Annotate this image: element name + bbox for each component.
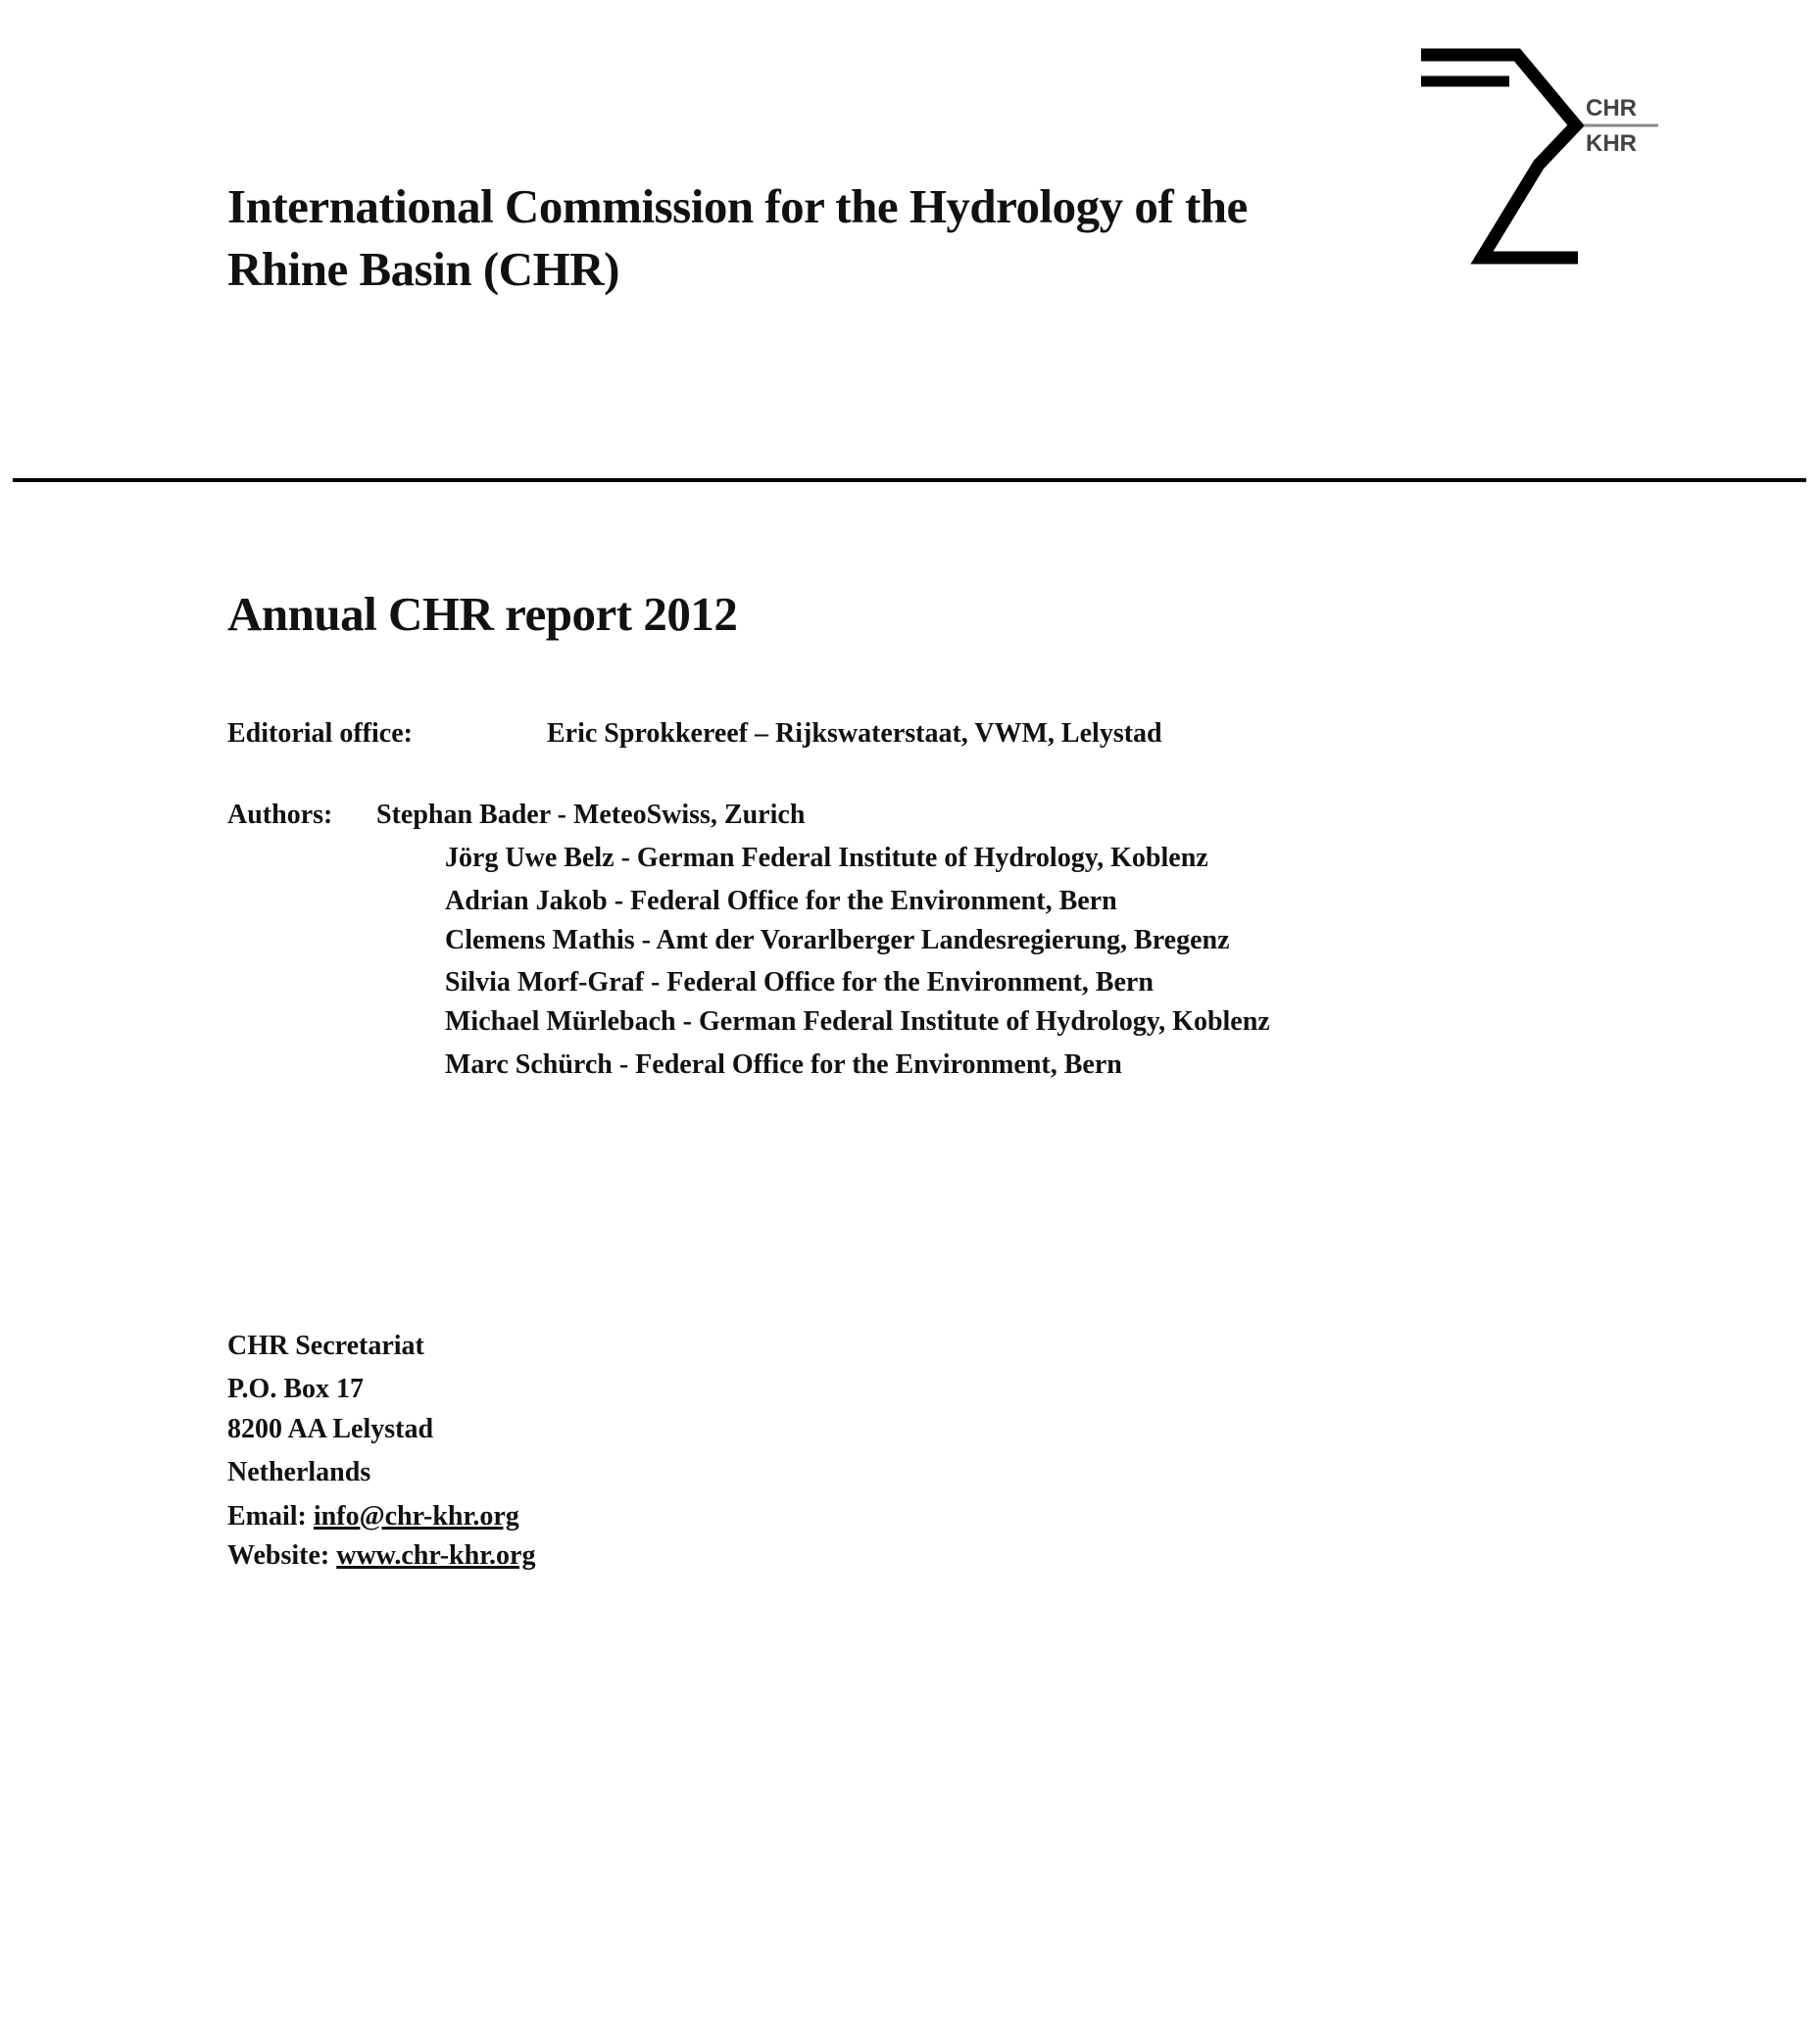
- author-item: Jörg Uwe Belz - German Federal Institute of Hydrology, Koblenz: [445, 843, 1208, 873]
- authors-label: Authors:: [227, 800, 333, 830]
- chr-logo: [1411, 47, 1686, 282]
- website-label: Website:: [227, 1540, 330, 1571]
- author-item: Clemens Mathis - Amt der Vorarlberger Landesregierung, Bregenz: [445, 925, 1230, 955]
- email-row: [227, 1501, 519, 1533]
- address-line: CHR Secretariat: [227, 1331, 424, 1361]
- editorial-label: Editorial office:: [227, 718, 413, 749]
- author-item: Michael Mürlebach - German Federal Institute of Hydrology, Koblenz: [445, 1006, 1270, 1037]
- website-link[interactable]: www.chr-khr.org: [336, 1540, 536, 1571]
- email-label: Email:: [227, 1501, 307, 1532]
- logo-khr-text: KHR: [1586, 130, 1637, 157]
- logo-chr-text: CHR: [1586, 95, 1637, 122]
- author-item: Stephan Bader - MeteoSwiss, Zurich: [376, 800, 806, 830]
- address-line: P.O. Box 17: [227, 1374, 364, 1404]
- website-row: [227, 1540, 535, 1572]
- author-item: Marc Schürch - Federal Office for the Environment, Bern: [445, 1049, 1122, 1080]
- email-link[interactable]: info@chr-khr.org: [313, 1501, 519, 1532]
- author-item: Adrian Jakob - Federal Office for the Environment, Bern: [445, 886, 1117, 916]
- org-title-line1: International Commission for the Hydrology of the: [227, 179, 1248, 233]
- author-item: Silvia Morf-Graf - Federal Office for the Environment, Bern: [445, 967, 1154, 998]
- address-line: 8200 AA Lelystad: [227, 1414, 434, 1444]
- report-title: Annual CHR report 2012: [227, 587, 738, 641]
- address-line: Netherlands: [227, 1457, 371, 1487]
- org-title-line2: Rhine Basin (CHR): [227, 242, 619, 296]
- header-divider: [13, 478, 1806, 482]
- editorial-value: Eric Sprokkereef – Rijkswaterstaat, VWM, Lelystad: [547, 718, 1162, 749]
